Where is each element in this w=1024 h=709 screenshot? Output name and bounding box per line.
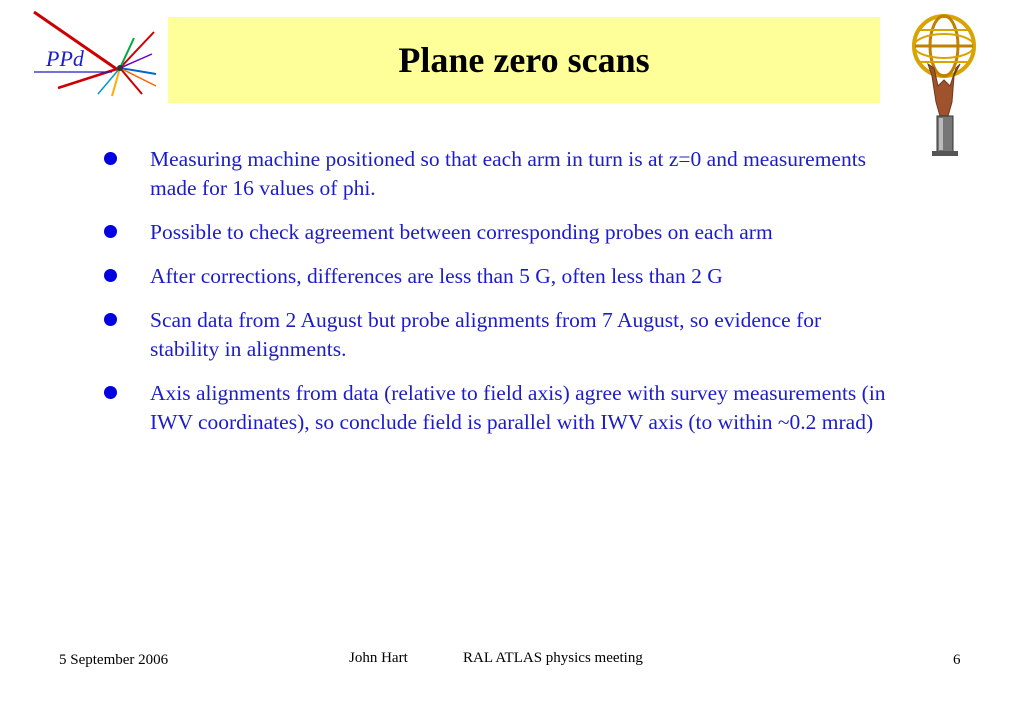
ppd-logo-graphic	[28, 8, 160, 100]
bullet-item	[104, 145, 904, 203]
atlas-figure-icon	[904, 6, 986, 158]
footer-date: 5 September 2006	[59, 652, 169, 668]
ppd-logo-text: PPd	[46, 46, 84, 71]
atlas-logo	[904, 6, 986, 158]
bullet-dot	[104, 152, 117, 165]
page-number: 6	[953, 652, 961, 668]
bullet-list	[104, 145, 904, 452]
bullet-dot	[104, 269, 117, 282]
bullet-text: Axis alignments from data (relative to field axis) agree with survey measurements (in IWV coordinates), so conclude field is parallel with IWV axis (to within ~0.2 mrad)	[150, 381, 886, 434]
slide-title: Plane zero scans	[398, 40, 650, 80]
bullet-item	[104, 306, 904, 364]
bullet-dot	[104, 386, 117, 399]
bullet-text: Possible to check agreement between corresponding probes on each arm	[150, 220, 773, 244]
ppd-logo	[28, 8, 160, 100]
title-banner	[168, 17, 880, 103]
bullet-dot	[104, 225, 117, 238]
bullet-item	[104, 218, 904, 247]
footer-author: John Hart	[349, 650, 408, 666]
bullet-item	[104, 379, 904, 437]
bullet-dot	[104, 313, 117, 326]
bullet-item	[104, 262, 904, 291]
bullet-text: Measuring machine positioned so that each arm in turn is at z=0 and measurements made for 16 values of phi.	[150, 147, 867, 200]
footer-meeting: RAL ATLAS physics meeting	[463, 650, 643, 666]
bullet-text: Scan data from 2 August but probe alignments from 7 August, so evidence for stability in alignments.	[150, 308, 822, 361]
bullet-text: After corrections, differences are less than 5 G, often less than 2 G	[150, 264, 723, 288]
